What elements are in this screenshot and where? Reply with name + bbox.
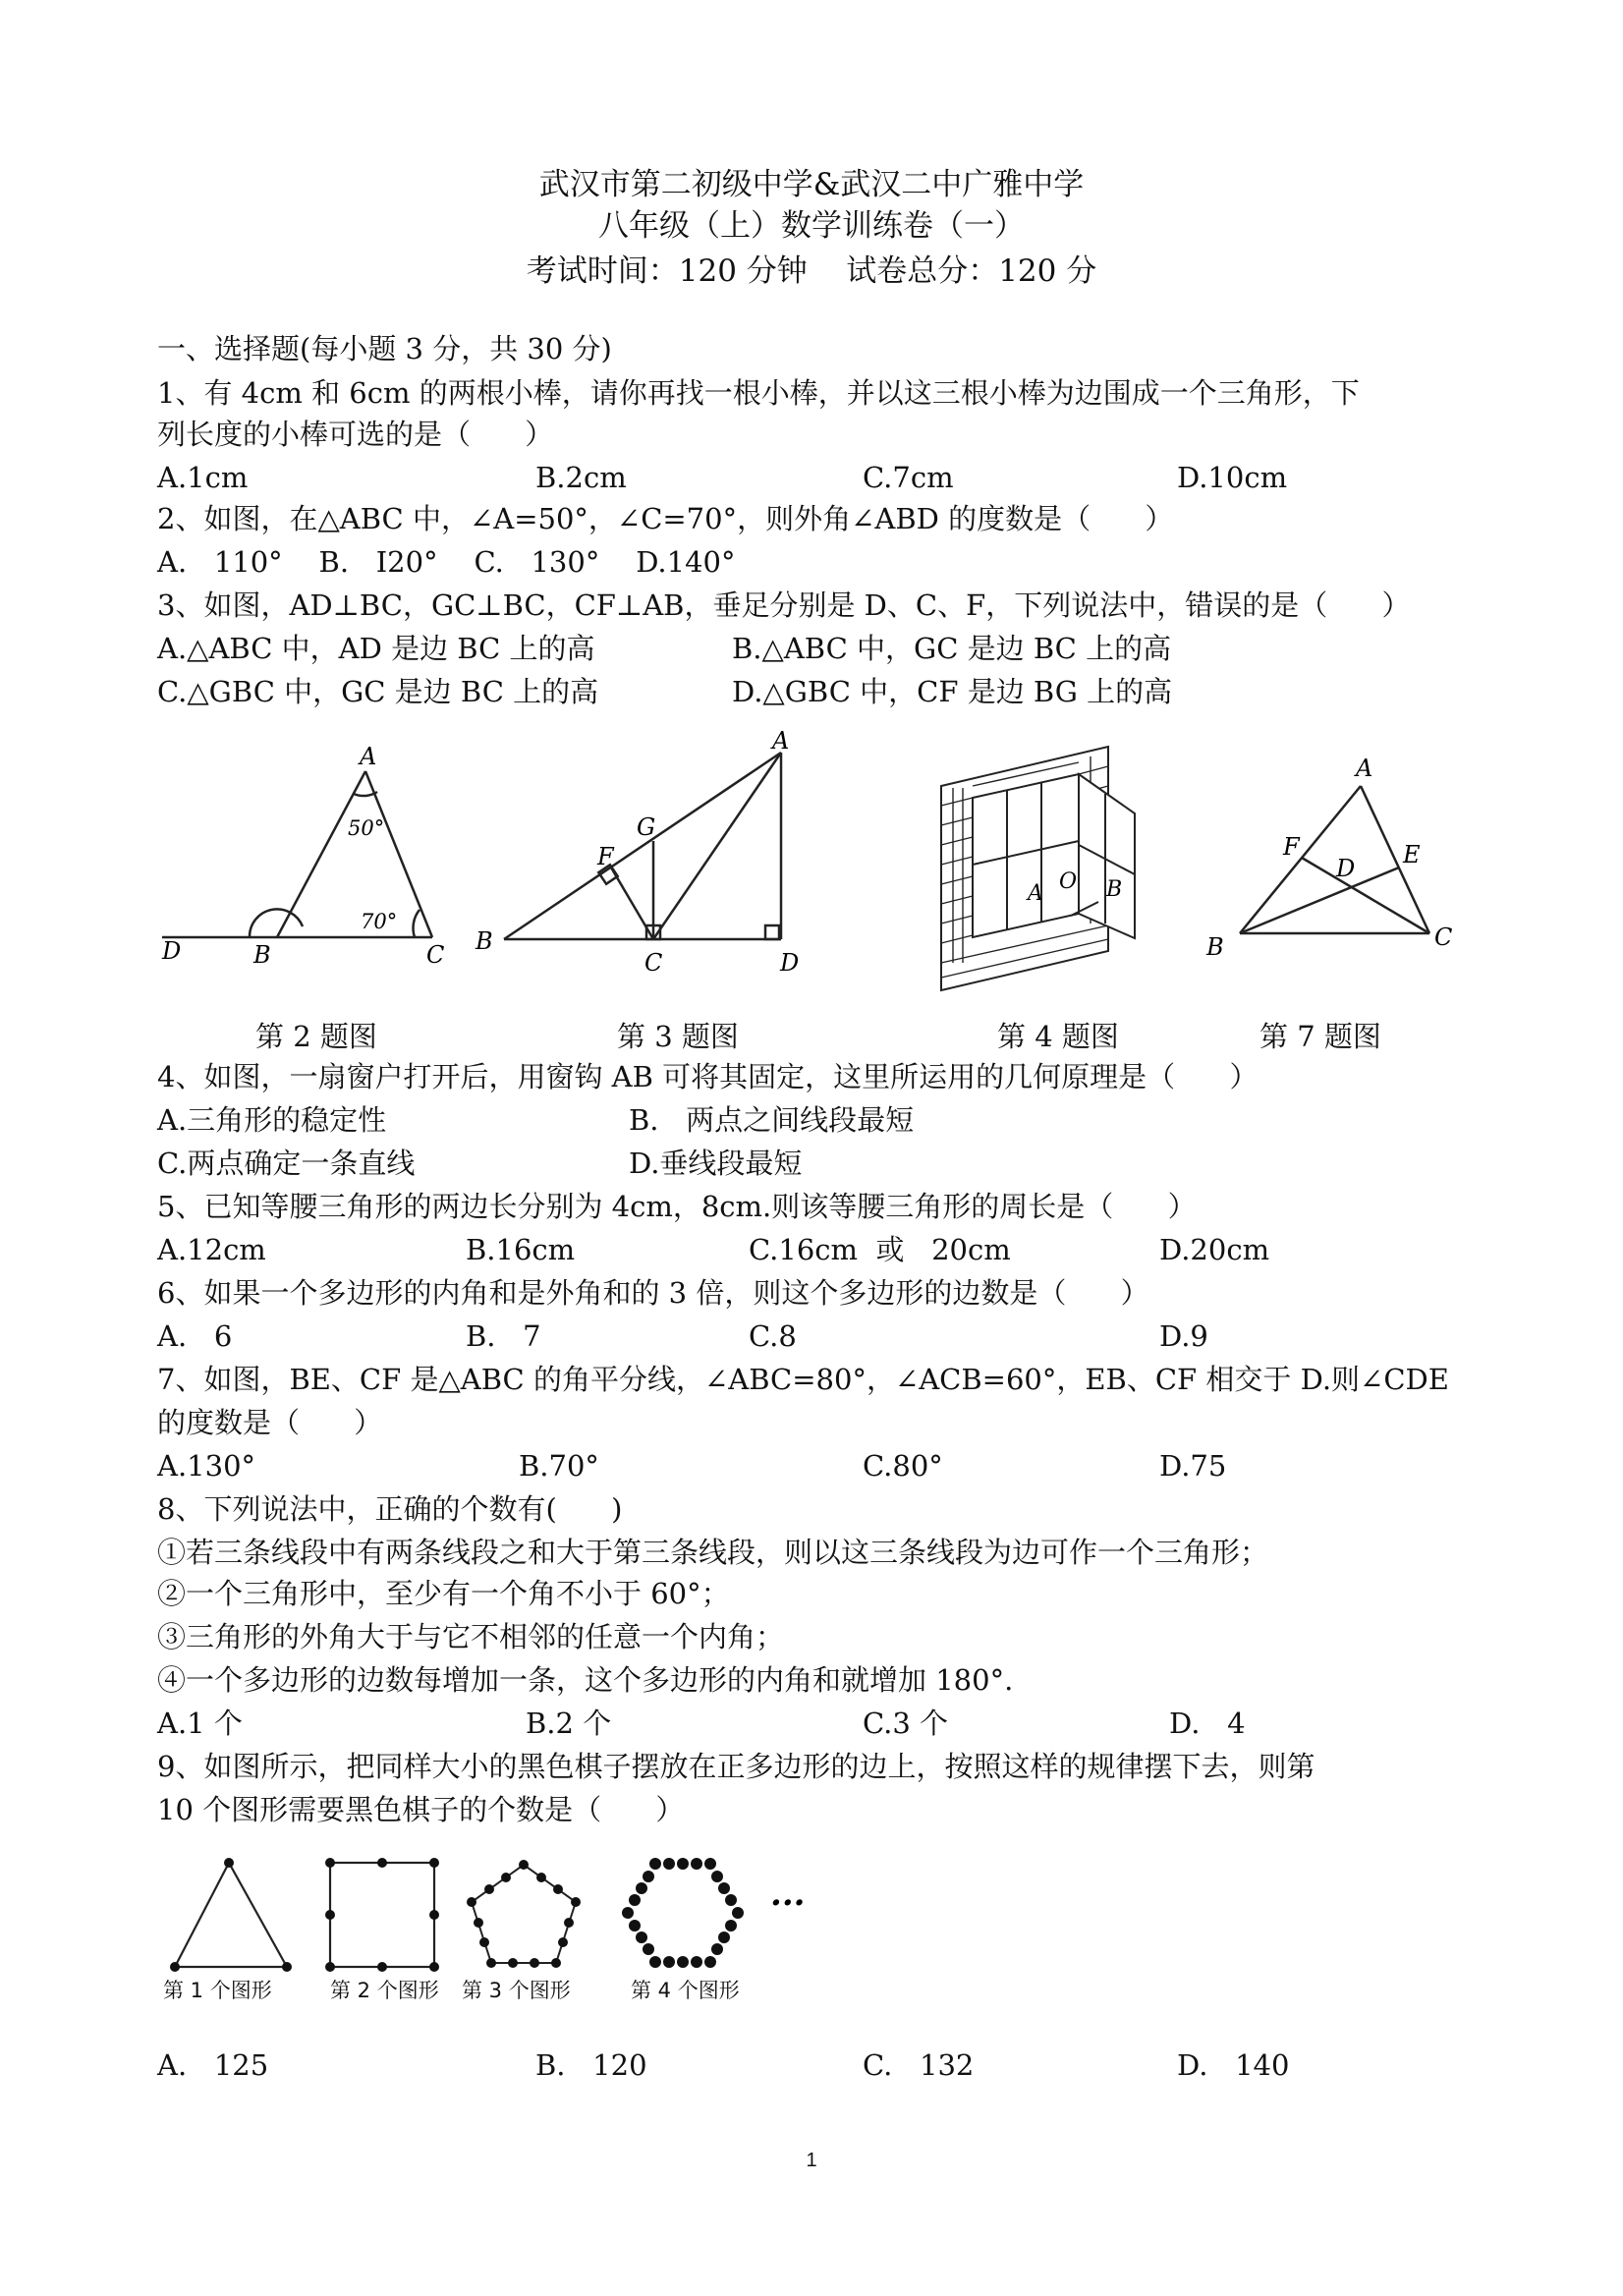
question-4-line1: 4、如图，一扇窗户打开后，用窗钩 AB 可将其固定，这里所运用的几何原理是（ ） bbox=[157, 1060, 1259, 1093]
q8-statement-1: ①若三条线段中有两条线段之和大于第三条线段，则以这三条线段为边可作一个三角形； bbox=[157, 1536, 1269, 1569]
question-2-line1: 2、如图，在△ABC 中，∠A=50°，∠C=70°，则外角∠ABD 的度数是（ ） bbox=[157, 502, 1174, 535]
chess-pattern-figures bbox=[0, 1847, 1623, 1994]
pattern-continuation: ··· bbox=[770, 1883, 806, 1923]
fig2-label-b: B bbox=[253, 941, 271, 969]
q8-option-a: A.1 个 bbox=[157, 1707, 243, 1740]
pattern-triangle bbox=[175, 1863, 287, 1967]
school-name: 武汉市第二初级中学&武汉二中广雅中学 bbox=[538, 167, 1085, 202]
pattern-caption-4: 第 4 个图形 bbox=[631, 1979, 740, 2002]
figure-3 bbox=[504, 753, 781, 939]
pattern-pentagon-dots bbox=[467, 1860, 581, 1968]
question-1-line1: 1、有 4cm 和 6cm 的两根小棒，请你再找一根小棒，并以这三根小棒为边围成一个三角形，下 bbox=[157, 376, 1360, 410]
fig7-caption: 第 7 题图 bbox=[1259, 1020, 1381, 1053]
fig2-angle-a: 50° bbox=[348, 816, 385, 840]
fig3-label-c: C bbox=[644, 949, 663, 977]
page-number: 1 bbox=[806, 2150, 817, 2171]
q9-option-d: D. 140 bbox=[1177, 2048, 1290, 2082]
fig4-label-o: O bbox=[1059, 869, 1078, 894]
q7-option-a: A.130° bbox=[157, 1449, 256, 1483]
fig2-label-c: C bbox=[426, 941, 445, 969]
pattern-pentagon bbox=[472, 1865, 576, 1963]
pattern-hexagon bbox=[622, 1858, 744, 1968]
q2-options: A. 110° B. I20° C. 130° D.140° bbox=[157, 545, 736, 579]
q9-option-a: A. 125 bbox=[157, 2048, 269, 2082]
figures-row bbox=[0, 727, 1623, 1012]
pattern-square bbox=[330, 1863, 434, 1967]
fig2-label-a: A bbox=[360, 743, 377, 770]
q4-option-b: B. 两点之间线段最短 bbox=[629, 1103, 915, 1137]
fig7-label-d: D bbox=[1336, 855, 1356, 882]
fig3-label-a: A bbox=[772, 727, 790, 755]
question-9-line2: 10 个图形需要黑色棋子的个数是（ ） bbox=[157, 1793, 685, 1826]
figure-7 bbox=[1240, 786, 1429, 933]
fig3-label-b: B bbox=[476, 927, 493, 955]
q8-option-d: D. 4 bbox=[1169, 1707, 1246, 1740]
question-3-line1: 3、如图，AD⊥BC，GC⊥BC，CF⊥AB，垂足分别是 D、C、F，下列说法中，错误的是（ ） bbox=[157, 588, 1411, 622]
q6-option-c: C.8 bbox=[749, 1319, 797, 1353]
q5-option-c: C.16cm 或 20cm bbox=[749, 1233, 1011, 1266]
q7-option-c: C.80° bbox=[863, 1449, 943, 1483]
fig3-label-g: G bbox=[637, 813, 656, 841]
fig7-label-e: E bbox=[1403, 841, 1421, 868]
fig7-label-c: C bbox=[1434, 924, 1453, 951]
exam-title: 八年级（上）数学训练卷（一） bbox=[598, 208, 1025, 244]
q6-option-b: B. 7 bbox=[466, 1319, 541, 1353]
q8-statement-3: ③三角形的外角大于与它不相邻的任意一个内角； bbox=[157, 1620, 785, 1653]
q6-option-d: D.9 bbox=[1159, 1319, 1208, 1353]
q5-option-d: D.20cm bbox=[1159, 1233, 1270, 1266]
q1-option-c: C.7cm bbox=[863, 461, 954, 494]
q4-option-a: A.三角形的稳定性 bbox=[157, 1103, 387, 1137]
fig7-label-b: B bbox=[1206, 933, 1224, 961]
q3-option-b: B.△ABC 中，GC 是边 BC 上的高 bbox=[732, 632, 1172, 665]
q8-statement-2: ②一个三角形中，至少有一个角不小于 60°； bbox=[157, 1577, 730, 1610]
question-5-line1: 5、已知等腰三角形的两边长分别为 4cm，8cm.则该等腰三角形的周长是（ ） bbox=[157, 1190, 1197, 1223]
question-7-line2: 的度数是（ ） bbox=[157, 1406, 383, 1439]
q6-option-a: A. 6 bbox=[157, 1319, 233, 1353]
fig3-caption: 第 3 题图 bbox=[617, 1020, 739, 1053]
exam-info: 考试时间：120 分钟 试卷总分：120 分 bbox=[526, 253, 1097, 289]
fig3-label-d: D bbox=[780, 949, 800, 977]
fig4-label-a: A bbox=[1028, 881, 1043, 906]
q5-option-b: B.16cm bbox=[466, 1233, 576, 1266]
q9-option-c: C. 132 bbox=[863, 2048, 975, 2082]
q3-option-d: D.△GBC 中，CF 是边 BG 上的高 bbox=[732, 675, 1173, 708]
fig3-label-f: F bbox=[597, 843, 614, 870]
pattern-caption-1: 第 1 个图形 bbox=[163, 1979, 272, 2002]
q9-option-b: B. 120 bbox=[535, 2048, 647, 2082]
fig7-label-f: F bbox=[1283, 833, 1300, 861]
question-6-line1: 6、如果一个多边形的内角和是外角和的 3 倍，则这个多边形的边数是（ ） bbox=[157, 1276, 1149, 1310]
question-7-line1: 7、如图，BE、CF 是△ABC 的角平分线，∠ABC=80°，∠ACB=60°，EB、CF 相交于 D.则∠CDE bbox=[157, 1363, 1449, 1396]
pattern-caption-3: 第 3 个图形 bbox=[462, 1979, 571, 2002]
section-heading: 一、选择题(每小题 3 分，共 30 分) bbox=[157, 332, 612, 365]
q5-option-a: A.12cm bbox=[157, 1233, 266, 1266]
q1-option-a: A.1cm bbox=[157, 461, 249, 494]
q3-option-c: C.△GBC 中，GC 是边 BC 上的高 bbox=[157, 675, 599, 708]
fig2-angle-c: 70° bbox=[361, 910, 398, 933]
question-9-line1: 9、如图所示，把同样大小的黑色棋子摆放在正多边形的边上，按照这样的规律摆下去，则第 bbox=[157, 1750, 1315, 1783]
q8-option-c: C.3 个 bbox=[863, 1707, 949, 1740]
q8-statement-4: ④一个多边形的边数每增加一条，这个多边形的内角和就增加 180°. bbox=[157, 1663, 1014, 1697]
fig4-label-b: B bbox=[1106, 877, 1123, 902]
pattern-caption-2: 第 2 个图形 bbox=[330, 1979, 439, 2002]
fig4-caption: 第 4 题图 bbox=[997, 1020, 1119, 1053]
figure-4-window bbox=[941, 747, 1135, 990]
q1-option-d: D.10cm bbox=[1177, 461, 1288, 494]
fig2-label-d: D bbox=[162, 937, 182, 965]
q7-option-b: B.70° bbox=[519, 1449, 599, 1483]
q3-option-a: A.△ABC 中，AD 是边 BC 上的高 bbox=[157, 632, 595, 665]
q4-option-c: C.两点确定一条直线 bbox=[157, 1147, 416, 1180]
question-1-line2: 列长度的小棒可选的是（ ） bbox=[157, 418, 554, 451]
q4-option-d: D.垂线段最短 bbox=[629, 1147, 803, 1180]
fig7-label-a: A bbox=[1356, 755, 1373, 782]
q1-option-b: B.2cm bbox=[535, 461, 627, 494]
q8-option-b: B.2 个 bbox=[526, 1707, 612, 1740]
q7-option-d: D.75 bbox=[1159, 1449, 1227, 1483]
fig2-caption: 第 2 题图 bbox=[255, 1020, 377, 1053]
question-8-line1: 8、下列说法中，正确的个数有( ) bbox=[157, 1492, 623, 1526]
